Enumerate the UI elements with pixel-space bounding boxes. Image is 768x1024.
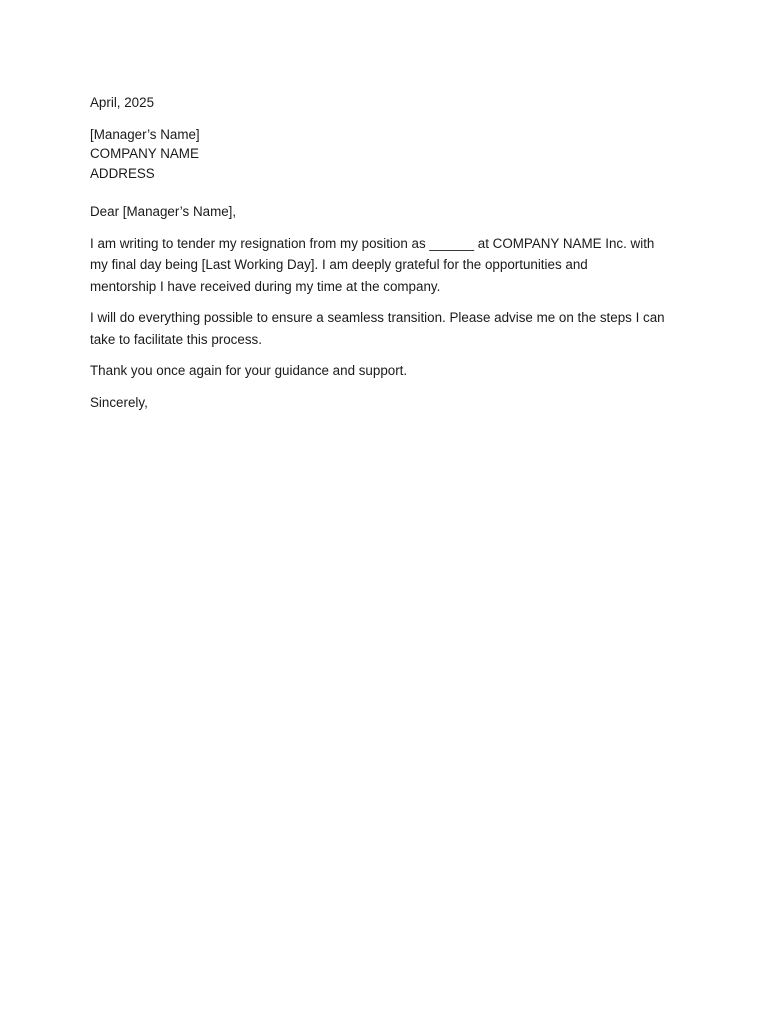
paragraph-thanks bbox=[90, 360, 680, 382]
letter-date: April, 2025 bbox=[90, 95, 155, 110]
paragraph-line: I will do everything possible to ensure a seamless transition. Please advise me on the steps I can bbox=[90, 310, 665, 325]
recipient-name: [Manager’s Name] bbox=[90, 126, 200, 142]
recipient-company: COMPANY NAME bbox=[90, 146, 199, 161]
paragraph-transition bbox=[90, 307, 680, 350]
paragraph-line: take to facilitate this process. bbox=[90, 331, 262, 347]
recipient-block bbox=[90, 125, 680, 184]
closing: Sincerely, bbox=[90, 394, 148, 410]
paragraph-line: I am writing to tender my resignation from my position as ______ at COMPANY NAME Inc. with bbox=[90, 235, 655, 251]
paragraph-resignation bbox=[90, 233, 680, 298]
salutation: Dear [Manager’s Name], bbox=[90, 204, 237, 219]
recipient-address: ADDRESS bbox=[90, 165, 155, 181]
paragraph-line: mentorship I have received during my time at the company. bbox=[90, 278, 441, 294]
paragraph-line: Thank you once again for your guidance and support. bbox=[90, 363, 408, 378]
letter-body bbox=[90, 93, 680, 423]
paragraph-line: my final day being [Last Working Day]. I am deeply grateful for the opportunities and bbox=[90, 257, 588, 272]
